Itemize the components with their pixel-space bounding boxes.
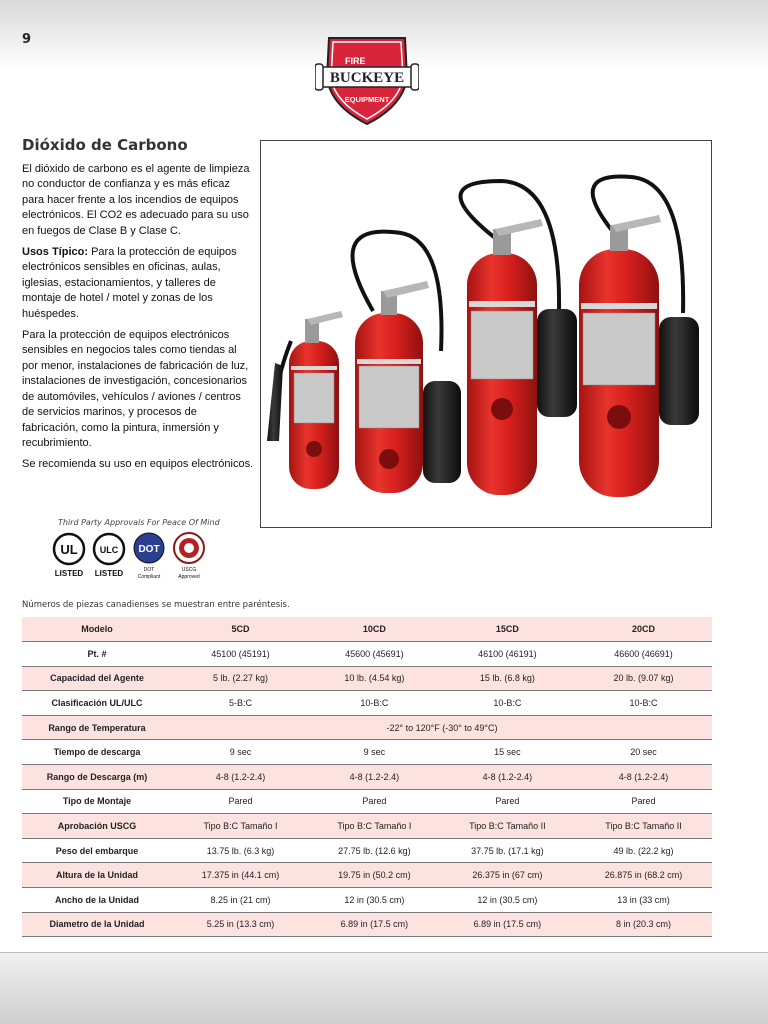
- cell: 15 lb. (6.8 kg): [440, 666, 575, 691]
- ul-listed-icon: [54, 534, 84, 578]
- extinguisher-5cd: [267, 311, 343, 489]
- cell: 27.75 lb. (12.6 kg): [309, 838, 440, 863]
- cell: 6.89 in (17.5 cm): [440, 912, 575, 937]
- row-label: Capacidad del Agente: [22, 666, 172, 691]
- cell: Pared: [440, 789, 575, 814]
- cell: Tipo B:C Tamaño II: [575, 814, 712, 839]
- description-column: [22, 162, 254, 479]
- table-row: [22, 789, 712, 814]
- row-label: Pt. #: [22, 642, 172, 667]
- table-header-row: [22, 617, 712, 642]
- row-label: Rango de Descarga (m): [22, 765, 172, 790]
- cell: Tipo B:C Tamaño I: [172, 814, 309, 839]
- cell: 8 in (20.3 cm): [575, 912, 712, 937]
- cell: 5.25 in (13.3 cm): [172, 912, 309, 937]
- table-note: Números de piezas canadienses se muestran entre paréntesis.: [22, 600, 290, 610]
- table-row: [22, 888, 712, 913]
- cell: 26.875 in (68.2 cm): [575, 863, 712, 888]
- product-photo: [260, 140, 712, 528]
- ul-mark: UL: [60, 542, 78, 557]
- cell: 45600 (45691): [309, 642, 440, 667]
- table-row: [22, 838, 712, 863]
- cell: 8.25 in (21 cm): [172, 888, 309, 913]
- cell: 20 lb. (9.07 kg): [575, 666, 712, 691]
- dot-label: DOT: [143, 567, 155, 573]
- header-15cd: 15CD: [440, 617, 575, 642]
- header-10cd: 10CD: [309, 617, 440, 642]
- cell: 9 sec: [172, 740, 309, 765]
- cell: 46100 (46191): [440, 642, 575, 667]
- cell: 45100 (45191): [172, 642, 309, 667]
- table-row: [22, 715, 712, 740]
- cell: 5-B:C: [172, 691, 309, 716]
- cell: 15 sec: [440, 740, 575, 765]
- page-number: 9: [22, 32, 32, 47]
- extinguisher-20cd: [579, 177, 699, 497]
- row-label: Tipo de Montaje: [22, 789, 172, 814]
- approval-badges: [52, 532, 212, 584]
- table-row: [22, 765, 712, 790]
- description-para2: [22, 245, 254, 322]
- footer-band: [0, 952, 768, 1024]
- logo-brand: BUCKEYE: [329, 70, 405, 86]
- ulc-listed-icon: [94, 534, 124, 578]
- buckeye-logo: [315, 34, 419, 126]
- cell: 10-B:C: [440, 691, 575, 716]
- cell: Pared: [172, 789, 309, 814]
- uscg-label: USCG: [181, 567, 197, 573]
- cell: 4-8 (1.2-2.4): [172, 765, 309, 790]
- approvals-title: Third Party Approvals For Peace Of Mind: [58, 518, 220, 527]
- table-row: [22, 642, 712, 667]
- cell: 6.89 in (17.5 cm): [309, 912, 440, 937]
- header-20cd: 20CD: [575, 617, 712, 642]
- cell: 4-8 (1.2-2.4): [309, 765, 440, 790]
- cell: 5 lb. (2.27 kg): [172, 666, 309, 691]
- cell: Tipo B:C Tamaño II: [440, 814, 575, 839]
- section-title: Dióxido de Carbono: [22, 136, 188, 154]
- row-label: Rango de Temperatura: [22, 715, 172, 740]
- table-row: [22, 691, 712, 716]
- cell: 12 in (30.5 cm): [440, 888, 575, 913]
- cell: 13.75 lb. (6.3 kg): [172, 838, 309, 863]
- uscg-approved-icon: [174, 533, 204, 580]
- description-para4: Se recomienda su uso en equipos electrónicos.: [22, 458, 254, 471]
- extinguishers-illustration: [261, 141, 711, 527]
- header-5cd: 5CD: [172, 617, 309, 642]
- cell: 9 sec: [309, 740, 440, 765]
- row-label: Peso del embarque: [22, 838, 172, 863]
- cell: 10-B:C: [575, 691, 712, 716]
- cell: 26.375 in (67 cm): [440, 863, 575, 888]
- ulc-label: LISTED: [94, 569, 124, 578]
- uses-label: Usos Típico:: [22, 246, 89, 259]
- cell: 4-8 (1.2-2.4): [440, 765, 575, 790]
- dot-compliant-icon: [134, 533, 164, 580]
- extinguisher-10cd: [353, 232, 461, 493]
- cell: 49 lb. (22.2 kg): [575, 838, 712, 863]
- row-label: Clasificación UL/ULC: [22, 691, 172, 716]
- description-para1: El dióxido de carbono es el agente de limpieza no conductor de confianza y es más eficaz para hacer frente a los incendios de equipos electrónicos. El CO2 es adecuado para su uso en fuegos de Clase B y Clase C.: [22, 163, 250, 237]
- cell: 10 lb. (4.54 kg): [309, 666, 440, 691]
- description-para3: Para la protección de equipos electrónicos sensibles en negocios tales como tiendas al por menor, instalaciones de fabricación de luz, instalaciones de investigación, concesionarios de automóviles, vehículos / aviones / centros de servicios marinos, y procesos de fabricación, como la pintura, inmersión y recubrimiento.: [22, 329, 249, 449]
- uscg-approved-label: Approved: [178, 574, 200, 580]
- table-row: [22, 666, 712, 691]
- cell: 20 sec: [575, 740, 712, 765]
- row-label: Diametro de la Unidad: [22, 912, 172, 937]
- cell: 19.75 in (50.2 cm): [309, 863, 440, 888]
- ul-label: LISTED: [54, 569, 84, 578]
- spec-table: [22, 617, 712, 937]
- cell: Pared: [309, 789, 440, 814]
- dot-compliant-label: Compliant: [137, 574, 161, 580]
- table-row: [22, 863, 712, 888]
- ulc-mark: ULC: [99, 545, 119, 555]
- logo-bottom-text: EQUIPMENT: [344, 95, 390, 104]
- row-label: Aprobación USCG: [22, 814, 172, 839]
- logo-top-text: FIRE: [345, 56, 366, 66]
- row-label: Altura de la Unidad: [22, 863, 172, 888]
- table-row: [22, 912, 712, 937]
- table-row: [22, 814, 712, 839]
- cell: 13 in (33 cm): [575, 888, 712, 913]
- cell: 37.75 lb. (17.1 kg): [440, 838, 575, 863]
- cell: 10-B:C: [309, 691, 440, 716]
- uses-text: Para la protección de equipos electrónicos sensibles en oficinas, aulas, iglesias, estacionamientos, y talleres de montaje de hotel / motel y zonas de los huéspedes.: [22, 246, 237, 320]
- header-model: Modelo: [22, 617, 172, 642]
- cell: 12 in (30.5 cm): [309, 888, 440, 913]
- temperature-range-cell: -22° to 120°F (-30° to 49°C): [172, 715, 712, 740]
- cell: 46600 (46691): [575, 642, 712, 667]
- cell: 4-8 (1.2-2.4): [575, 765, 712, 790]
- cell: 17.375 in (44.1 cm): [172, 863, 309, 888]
- extinguisher-15cd: [460, 181, 577, 495]
- dot-mark: DOT: [138, 544, 160, 555]
- cell: Pared: [575, 789, 712, 814]
- row-label: Ancho de la Unidad: [22, 888, 172, 913]
- table-row: [22, 740, 712, 765]
- cell: Tipo B:C Tamaño I: [309, 814, 440, 839]
- row-label: Tiempo de descarga: [22, 740, 172, 765]
